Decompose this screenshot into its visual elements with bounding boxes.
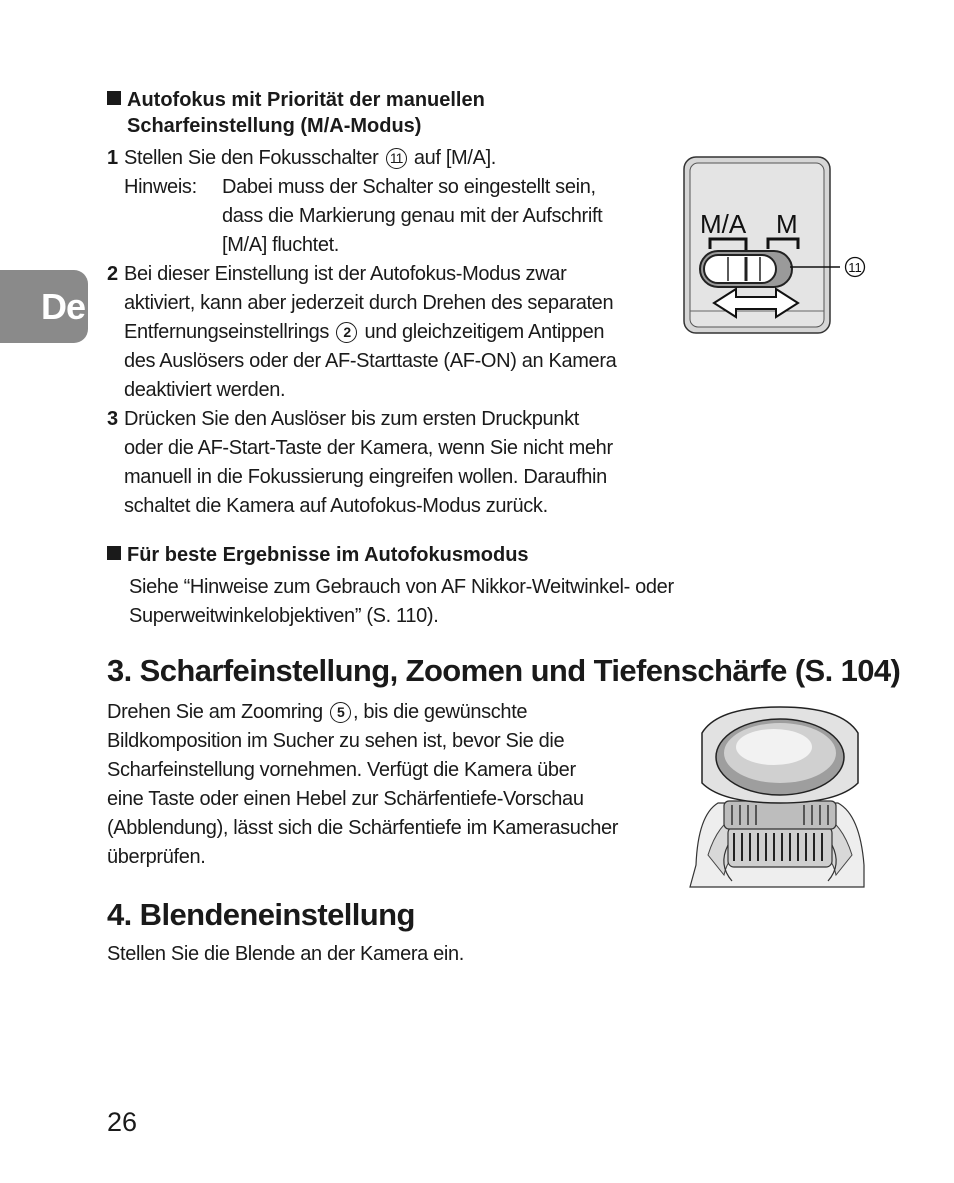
label-m: M [776, 209, 798, 239]
language-tab: De [0, 270, 88, 343]
square-bullet-icon [107, 91, 121, 105]
section-4-heading: 4. Blendeneinstellung [107, 897, 415, 932]
af-priority-heading-line1: Autofokus mit Priorität der manuellen [127, 89, 485, 111]
best-results-text: Siehe “Hinweise zum Gebrauch von AF Nikkor-Weitwinkel- oder Superweitwinkelobjektiven” (S. 110). [129, 576, 674, 627]
step-1: 1 Stellen Sie den Fokusschalter 11 auf [M/A]. [107, 147, 496, 169]
lens-camera-illustration [688, 705, 872, 890]
note-label: Hinweis: [124, 176, 197, 198]
callout-5-icon: 5 [330, 702, 351, 723]
section-3-text: Drehen Sie am Zoomring 5 , bis die gewünschte Bildkomposition im Sucher zu sehen ist, bevor Sie die Scharfeinstellung vornehmen. Verfügt die Kamera über eine Taste oder einen Hebel zur Schärfentiefe-Vorschau (Abblendung), lässt sich die Schärfentiefe im Kamerasucher überprüfen. [107, 701, 619, 868]
switch-knob [704, 255, 776, 283]
af-priority-heading-line2: Scharfeinstellung (M/A-Modus) [127, 115, 422, 137]
step-1-note: Hinweis: Dabei muss der Schalter so eingestellt sein, dass die Markierung genau mit der Aufschrift [M/A] fluchtet. [107, 173, 667, 260]
af-priority-steps [107, 144, 667, 521]
best-results-heading: Für beste Ergebnisse im Autofokusmodus [107, 542, 529, 568]
square-bullet-icon [107, 546, 121, 560]
callout-11-icon: 11 [386, 148, 407, 169]
step-2: 2 Bei dieser Einstellung ist der Autofokus-Modus zwar aktiviert, kann aber jederzeit durch Drehen des separaten Entfernungseinstellrings 2 und gleichzeitigem Antippen des Auslösers oder der AF-Starttaste (AF-ON) an Kamera deaktiviert werden. [107, 263, 617, 401]
step-3: 3 Drücken Sie den Auslöser bis zum ersten Druckpunkt oder die AF-Start-Taste der Kamera, wenn Sie nicht mehr manuell in die Fokussierung eingreifen wollen. Daraufhin schaltet die Kamera auf Autofokus-Modus zurück. [107, 408, 613, 517]
af-priority-heading [107, 87, 485, 139]
callout-2-icon: 2 [336, 322, 357, 343]
svg-text:11: 11 [848, 260, 862, 275]
page-number: 26 [107, 1107, 138, 1137]
focus-switch-figure [680, 153, 880, 338]
section-4-text: Stellen Sie die Blende an der Kamera ein. [107, 943, 464, 965]
section-3-heading: 3. Scharfeinstellung, Zoomen und Tiefenschärfe (S. 104) [107, 653, 901, 688]
label-ma: M/A [700, 209, 747, 239]
